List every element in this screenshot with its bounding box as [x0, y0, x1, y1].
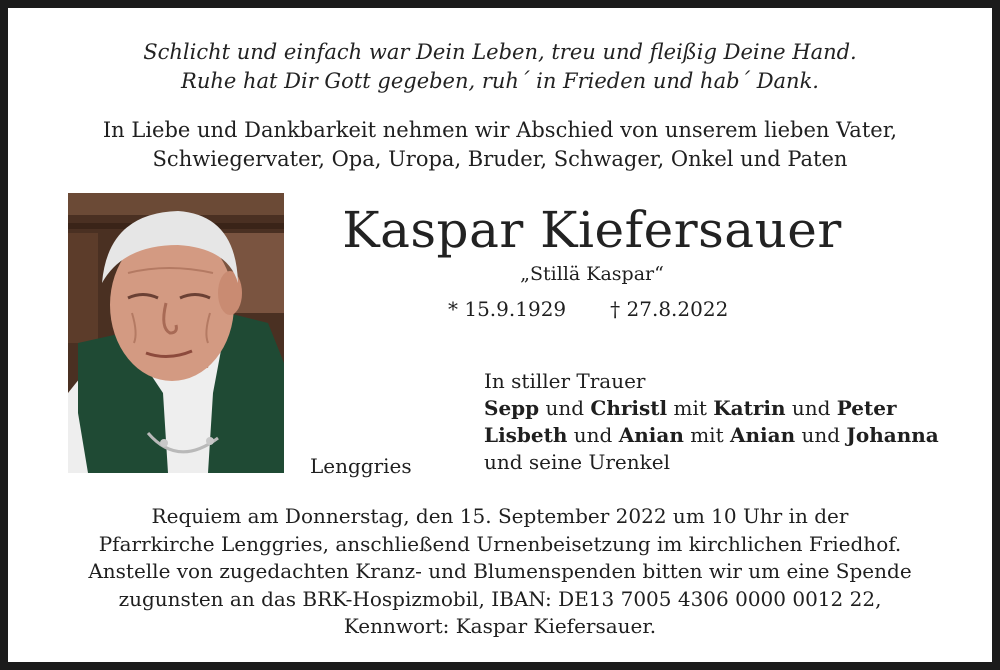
joiner-text: und [539, 396, 591, 420]
mourner-name: Peter [836, 396, 897, 420]
mourner-name: Lisbeth [484, 423, 568, 447]
service-line: Anstelle von zugedachten Kranz- und Blumenspenden bitten wir um eine Spende [88, 559, 912, 583]
joiner-text: mit [683, 423, 730, 447]
mourner-name: Anian [729, 423, 796, 447]
joiner-text: und [567, 423, 619, 447]
service-line: Kennwort: Kaspar Kiefersauer. [343, 614, 657, 638]
mourners-line [484, 395, 939, 422]
mourners-line: und seine Urenkel [484, 450, 670, 474]
service-line: Pfarrkirche Lenggries, anschließend Urnenbeisetzung im kirchlichen Friedhof. [98, 531, 902, 556]
joiner-text: und [795, 423, 847, 447]
verse-line: Ruhe hat Dir Gott gegeben, ruh´ in Frieden und hab´ Dank. [181, 69, 819, 93]
service-line: Requiem am Donnerstag, den 15. September 2022 um 10 Uhr in der [151, 504, 849, 528]
death-date: † 27.8.2022 [610, 297, 729, 321]
intro-line: Schwiegervater, Opa, Uropa, Bruder, Schwager, Onkel und Paten [152, 147, 848, 171]
mourners-heading: In stiller Trauer [484, 369, 646, 393]
mourner-name: Anian [618, 423, 684, 447]
intro-line: In Liebe und Dankbarkeit nehmen wir Abschied von unserem lieben Vater, [102, 118, 898, 142]
mourners-line [484, 422, 939, 449]
service-line: zugunsten an das BRK-Hospizmobil, IBAN: DE13 7005 4306 0000 0012 22, [118, 586, 882, 611]
intro-text [0, 116, 1000, 174]
birth-date: * 15.9.1929 [448, 297, 567, 321]
life-dates [448, 297, 728, 321]
verse-line: Schlicht und einfach war Dein Leben, treu und fleißig Deine Hand. [143, 40, 857, 64]
mourner-name: Christl [590, 396, 668, 420]
joiner-text: mit [667, 396, 714, 420]
mourner-name: Sepp [484, 396, 540, 420]
joiner-text: und [785, 396, 837, 420]
place-name: Lenggries [310, 454, 412, 478]
memorial-verse [0, 38, 1000, 96]
deceased-name: Kaspar Kiefersauer [342, 201, 842, 259]
mourner-name: Johanna [846, 423, 939, 447]
mourners-block [484, 368, 939, 476]
service-info [0, 503, 1000, 641]
deceased-nickname: „Stillä Kaspar“ [520, 263, 664, 285]
mourner-name: Katrin [713, 396, 786, 420]
